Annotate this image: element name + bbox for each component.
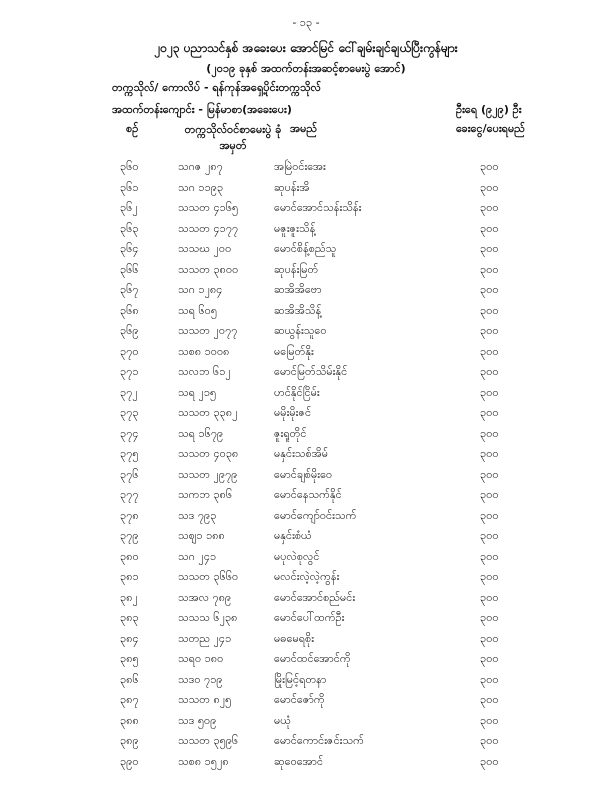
- row-name: ဇူးရူတိုင်: [274, 426, 307, 440]
- table-row: [0, 160, 612, 181]
- table-row: [0, 714, 612, 735]
- row-roll-number: သကဘ ၃၈၆: [178, 488, 233, 501]
- row-number: ၃၈၅: [120, 652, 139, 665]
- row-name: မောင်ဇော်ကို: [274, 693, 325, 706]
- row-name: ဆအိအိသိန့်: [274, 303, 322, 317]
- row-number: ၃၈၄: [120, 631, 139, 645]
- page-number: - ၁၃ -: [292, 16, 320, 29]
- header-no: စဉ်: [126, 122, 139, 135]
- row-name: မောင်စိန့်စည်သူ: [274, 242, 337, 255]
- row-score: ၃၀၀: [480, 426, 499, 440]
- row-number: ၃၇၁: [120, 365, 139, 378]
- header-name: အမည်: [290, 122, 318, 135]
- row-number: ၃၆၉: [120, 324, 139, 337]
- row-score: ၃၀၀: [480, 365, 499, 378]
- row-name: ဆယွန်းသူဝေ: [274, 324, 327, 337]
- row-roll-number: သစ၈ ၁၀၀၈: [178, 344, 230, 358]
- header-score: ခေးငွေ/ပေးရမည်: [456, 122, 525, 135]
- row-roll-number: သသတ ၂၀၇၇: [178, 324, 238, 337]
- table-row: [0, 529, 612, 550]
- table-row: [0, 509, 612, 530]
- row-number: ၃၇၂: [120, 385, 138, 399]
- table-row: [0, 734, 612, 755]
- table-row: [0, 283, 612, 304]
- row-score: ၃၀၀: [480, 242, 499, 255]
- row-score: ၃၀၀: [480, 488, 499, 501]
- row-number: ၃၈၃: [120, 611, 139, 624]
- row-name: မောင်အောင်သန်းသိန်း: [274, 201, 362, 214]
- table-row: [0, 755, 612, 776]
- row-roll-number: သသတ ၈၂၅: [178, 693, 232, 706]
- table-row: [0, 488, 612, 509]
- row-score: ၃၀၀: [480, 631, 499, 645]
- row-score: ၃၀၀: [480, 385, 499, 399]
- row-roll-number: သသတ ၃၅၉၆: [178, 734, 239, 747]
- table-row: [0, 263, 612, 284]
- row-score: ၃၀၀: [480, 693, 499, 706]
- table-row: [0, 652, 612, 673]
- row-number: ၃၆၈: [120, 303, 139, 317]
- table-row: [0, 406, 612, 427]
- row-roll-number: သဂ ၂၄၁: [178, 549, 217, 563]
- row-number: ၃၉၀: [120, 754, 139, 768]
- row-number: ၃၈၂: [120, 590, 138, 604]
- table-row: [0, 201, 612, 222]
- row-roll-number: သရ၀ ၁၈၀: [178, 652, 224, 665]
- row-score: ၃၀၀: [480, 201, 499, 214]
- row-name: ဆအိအိဗော: [274, 283, 322, 296]
- row-name: မယုံ: [274, 713, 291, 727]
- school-line: အထက်တန်းကျောင်း - မြန်မာစာ(အခေးပေး): [112, 103, 292, 116]
- row-roll-number: သတည ၂၄၁: [178, 631, 232, 645]
- table-row: [0, 570, 612, 591]
- row-name: မြိုးမြင့်ရတနာ: [274, 672, 327, 686]
- row-name: မောင်ပေါ်ထက်ဦး: [274, 611, 345, 624]
- table-row: [0, 345, 612, 366]
- table-row: [0, 242, 612, 263]
- row-score: ၃၀၀: [480, 160, 499, 173]
- row-name: မောင်နေသက်နိုင်: [274, 488, 342, 501]
- row-number: ၃၇၈: [120, 508, 139, 522]
- row-number: ၃၈၁: [120, 570, 139, 583]
- row-name: မလင်းလဲ့လဲ့ကွန်း: [274, 570, 340, 583]
- row-score: ၃၀၀: [480, 672, 499, 686]
- row-roll-number: သဈ၁ ၁၈၈: [178, 529, 225, 542]
- row-score: ၃၀၀: [480, 652, 499, 665]
- row-roll-number: သသတ ၃၃၈၂: [178, 406, 238, 419]
- table-row: [0, 386, 612, 407]
- table-row: [0, 447, 612, 468]
- row-number: ၃၇၇: [120, 488, 139, 501]
- table-row: [0, 673, 612, 694]
- row-roll-number: သသတ ၄၁၇၇: [178, 221, 239, 235]
- row-score: ၃၀၀: [480, 406, 499, 419]
- row-number: ၃၈၀: [120, 549, 139, 563]
- row-score: ၃၀၀: [480, 180, 499, 194]
- row-number: ၃၇၆: [120, 467, 139, 481]
- row-score: ၃၀၀: [480, 611, 499, 624]
- row-name: ဟင်နိုင်ငြိမ်း: [274, 385, 320, 399]
- row-roll-number: သဂ ၁၁၉၃: [178, 180, 224, 194]
- row-roll-number: သဒ ၅၀၉: [178, 713, 217, 727]
- row-name: မဓမေရစိုး: [274, 631, 315, 645]
- row-number: ၃၇၉: [120, 529, 139, 542]
- row-score: ၃၀၀: [480, 324, 499, 337]
- row-score: ၃၀၀: [480, 283, 499, 296]
- row-roll-number: သစ၈ ၁၅၂၈: [178, 754, 229, 768]
- document-subtitle: (၂၀၁၉ ခုနှစ် အထက်တန်းအဆင့်စာမေးပွဲ အောင်): [206, 62, 406, 75]
- header-roll: တက္ကသိုလ်ဝင်စာမေးပွဲ ခုံအမှတ်: [184, 123, 282, 152]
- table-row: [0, 222, 612, 243]
- row-roll-number: သသသ ၆၂၃၈: [178, 611, 238, 624]
- table-row: [0, 591, 612, 612]
- row-name: မောင်အောင်စည်မင်း: [274, 590, 356, 604]
- table-row: [0, 324, 612, 345]
- table-row: [0, 632, 612, 653]
- row-name: မောင်မြတ်သိမ်းနိုင်: [274, 365, 348, 378]
- row-roll-number: သဂ ၁၂၈၄: [178, 283, 223, 296]
- row-score: ၃၀၀: [480, 262, 499, 276]
- row-roll-number: သသတ ၄၀၃၈: [178, 447, 239, 460]
- row-score: ၃၀၀: [480, 303, 499, 317]
- row-roll-number: သသတ ၂၉၇၉: [178, 467, 238, 481]
- row-name: မမြေတ်နိုး: [274, 344, 314, 358]
- row-roll-number: သသတ ၄၁၆၅: [178, 201, 239, 214]
- row-number: ၃၈၉: [120, 734, 139, 747]
- row-name: ဆုပန်းအိ: [274, 180, 310, 194]
- row-name: မောင်ထင်အောင်ကို: [274, 652, 351, 665]
- table-row: [0, 611, 612, 632]
- table-row: [0, 550, 612, 571]
- row-score: ၃၀၀: [480, 590, 499, 604]
- table-row: [0, 427, 612, 448]
- row-number: ၃၆၀: [120, 160, 139, 173]
- row-name: မနှင်းသစ်အိမ်: [274, 447, 329, 460]
- row-roll-number: သသဃ ၂၀၀: [178, 242, 232, 255]
- row-number: ၃၆၇: [120, 283, 139, 296]
- row-score: ၃၀၀: [480, 447, 499, 460]
- row-roll-number: သသတ ၃၆၆၀: [178, 570, 239, 583]
- row-roll-number: သဒ ၇၉၃: [178, 508, 217, 522]
- table-row: [0, 468, 612, 489]
- university-line: တက္ကသိုလ်/ ကောလိပ် - ရန်ကုန်အရှေ့ပိုင်းတက္ကသိုလ်: [112, 81, 321, 94]
- row-roll-number: သသတ ၃၈၀၀: [178, 262, 239, 276]
- row-name: မဇူးဇူးသိန့်: [274, 221, 316, 235]
- row-score: ၃၀၀: [480, 570, 499, 583]
- row-score: ၃၀၀: [480, 713, 499, 727]
- row-name: မောင်ကျော်ဝင်းသက်: [274, 508, 357, 522]
- table-row: [0, 365, 612, 386]
- row-name: ဆုဝေအောင်: [274, 754, 324, 768]
- row-number: ၃၈၆: [120, 672, 139, 686]
- document-title: ၂၀၂၃ ပညာသင်နှစ် အခေးပေး အောင်မြင် ငေါ်ချမ်းချင်ချယ်ပြီးကွန်များ: [154, 41, 458, 55]
- table-row: [0, 181, 612, 202]
- row-number: ၃၇၄: [120, 426, 139, 440]
- row-score: ၃၀၀: [480, 754, 499, 768]
- row-score: ၃၀၀: [480, 221, 499, 235]
- row-name: မောင်ချစ်မိုးဝေ: [274, 467, 333, 481]
- table-row: [0, 693, 612, 714]
- row-number: ၃၆၂: [120, 201, 138, 214]
- row-name: မမိုးမိုးဇင်: [274, 406, 312, 419]
- row-number: ၃၆၆: [120, 262, 139, 276]
- student-list: [0, 160, 612, 775]
- row-number: ၃၇၀: [120, 344, 139, 358]
- table-row: [0, 304, 612, 325]
- row-roll-number: သရ ၂၁၅: [178, 385, 217, 399]
- row-number: ၃၇၅: [120, 447, 139, 460]
- row-number: ၃၆၄: [120, 242, 139, 255]
- row-number: ၃၆၁: [120, 180, 139, 194]
- row-roll-number: သဒ၀ ၇၁၉: [178, 672, 223, 686]
- row-roll-number: သရ ၁၆၇၉: [178, 426, 224, 440]
- row-number: ၃၈၈: [120, 713, 139, 727]
- row-roll-number: သအလ ၇၈၉: [178, 590, 232, 604]
- row-score: ၃၀၀: [480, 549, 499, 563]
- row-name: မပုလဲစုလွင်: [274, 549, 320, 563]
- row-score: ၃၀၀: [480, 529, 499, 542]
- row-number: ၃၇၃: [120, 406, 139, 419]
- student-count: ဦးရေ (၉၂၉) ဦး: [456, 103, 522, 116]
- row-roll-number: သရ ၆၀၅: [178, 303, 218, 317]
- row-number: ၃၆၃: [120, 221, 139, 235]
- row-name: မနှင်းစံယံ: [274, 529, 312, 542]
- row-number: ၃၈၇: [120, 693, 139, 706]
- row-roll-number: သလဘ ၆၁၂: [178, 365, 231, 378]
- row-score: ၃၀၀: [480, 508, 499, 522]
- row-score: ၃၀၀: [480, 734, 499, 747]
- row-roll-number: သဂဇ ၂၈၇: [178, 160, 223, 173]
- row-name: ဆုပန်းမြတ်: [274, 262, 319, 276]
- row-name: မောင်ကောင်းဇင်းသက်: [274, 734, 364, 747]
- row-score: ၃၀၀: [480, 344, 499, 358]
- row-name: အမြဲဝင်းအေး: [274, 160, 326, 173]
- row-score: ၃၀၀: [480, 467, 499, 481]
